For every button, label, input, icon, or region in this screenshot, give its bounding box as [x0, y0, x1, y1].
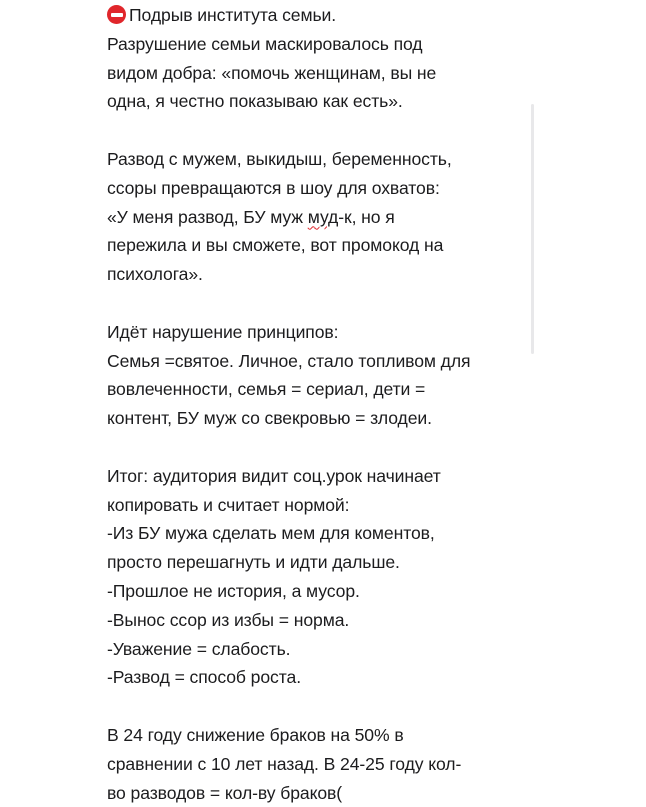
quote-end-text: -к, но я	[338, 206, 395, 227]
paragraph-gap	[107, 433, 522, 462]
quote-start-text: «У меня развод, БУ муж	[107, 206, 308, 227]
paragraph-2-line	[107, 203, 522, 232]
paragraph-2-line: психолога».	[107, 264, 203, 285]
paragraph-1-line: Разрушение семьи маскировалось под	[107, 33, 423, 54]
paragraph-1-line: одна, я честно показываю как есть».	[107, 91, 403, 112]
paragraph-gap	[107, 289, 522, 318]
note-body	[107, 1, 522, 807]
paragraph-gap	[107, 116, 522, 145]
list-item-continuation: просто перешагнуть и идти дальше.	[107, 552, 400, 573]
list-item: -Развод = способ роста.	[107, 667, 301, 688]
paragraph-1-line: видом добра: «помочь женщинам, вы не	[107, 62, 437, 83]
note-heading	[107, 1, 522, 30]
paragraph-2-line: Развод с мужем, выкидыш, беременность,	[107, 148, 452, 169]
list-item: -Уважение = слабость.	[107, 638, 291, 659]
note-heading-text: Подрыв института семьи.	[129, 5, 337, 25]
misspelled-word[interactable]: муд	[307, 206, 339, 227]
paragraph-3-line: контент, БУ муж со свекровью = злодеи.	[107, 408, 432, 429]
paragraph-2-line: пережила и вы сможете, вот промокод на	[107, 235, 444, 256]
paragraph-5-line: во разводов = кол-ву браков(	[107, 782, 343, 803]
list-item: -Вынос ссор из избы = норма.	[107, 609, 350, 630]
paragraph-3-line: Семья =святое. Личное, стало топливом для	[107, 350, 471, 371]
list-item: -Из БУ мужа сделать мем для коментов,	[107, 523, 435, 544]
paragraph-3-line: вовлеченности, семья = сериал, дети =	[107, 379, 426, 400]
list-item: -Прошлое не история, а мусор.	[107, 580, 360, 601]
no-entry-icon	[107, 5, 126, 24]
scrollbar[interactable]	[531, 104, 534, 354]
paragraph-4-line: копировать и считает нормой:	[107, 494, 350, 515]
paragraph-3-line: Идёт нарушение принципов:	[107, 321, 339, 342]
paragraph-2-line: ссоры превращаются в шоу для охватов:	[107, 177, 440, 198]
paragraph-4-line: Итог: аудитория видит соц.урок начинает	[107, 465, 441, 486]
paragraph-5-line: сравнении с 10 лет назад. В 24-25 году кол-	[107, 753, 462, 774]
paragraph-gap	[107, 692, 522, 721]
paragraph-5-line: В 24 году снижение браков на 50% в	[107, 724, 404, 745]
